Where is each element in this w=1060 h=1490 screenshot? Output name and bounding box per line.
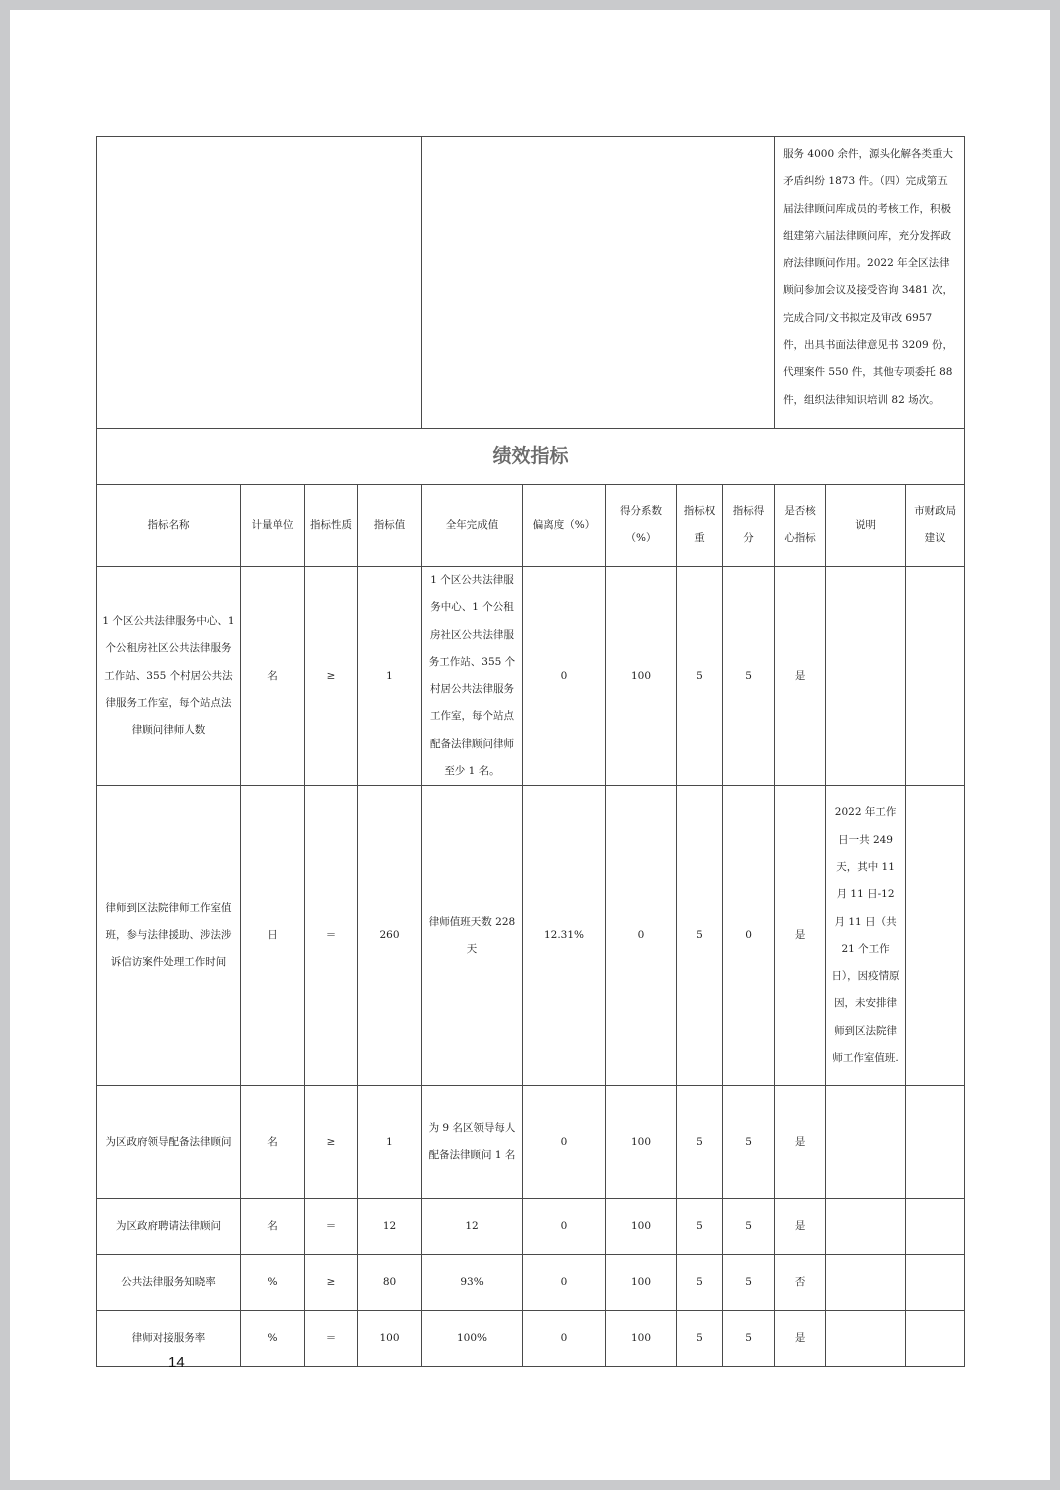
table-row (97, 1255, 965, 1311)
cell-score: 0 (723, 786, 775, 1086)
cell-coefficient: 100 (606, 1199, 677, 1255)
cell-target: 1 (358, 1086, 422, 1199)
header-unit: 计量单位 (241, 484, 305, 566)
cell-name: 为区政府聘请法律顾问 (97, 1199, 241, 1255)
header-coefficient: 得分系数（%） (606, 484, 677, 566)
cell-deviation: 0 (523, 1311, 606, 1367)
header-finance: 市财政局建议 (906, 484, 965, 566)
cell-nature: ＝ (305, 786, 358, 1086)
cell-unit: 名 (241, 1086, 305, 1199)
cell-actual: 1 个区公共法律服务中心、1 个公租房社区公共法律服务工作站、355 个村居公共法律服务工作室，每个站点配备法律顾问律师至少 1 名。 (422, 566, 523, 785)
cell-core: 否 (775, 1255, 826, 1311)
cell-weight: 5 (677, 1311, 723, 1367)
cell-actual: 100% (422, 1311, 523, 1367)
header-target: 指标值 (358, 484, 422, 566)
header-row (97, 484, 965, 566)
cell-actual: 为 9 名区领导每人配备法律顾问 1 名 (422, 1086, 523, 1199)
cell-finance (906, 1255, 965, 1311)
cell-weight: 5 (677, 1086, 723, 1199)
header-score: 指标得分 (723, 484, 775, 566)
section-title-row (97, 428, 965, 484)
document-page (10, 10, 1050, 1480)
cell-unit: 日 (241, 786, 305, 1086)
cell-score: 5 (723, 1086, 775, 1199)
cell-core: 是 (775, 786, 826, 1086)
cell-name: 律师到区法院律师工作室值班，参与法律援助、涉法涉诉信访案件处理工作时间 (97, 786, 241, 1086)
cell-score: 5 (723, 566, 775, 785)
cell-note (826, 1311, 906, 1367)
cell-core: 是 (775, 1199, 826, 1255)
table-row (97, 1086, 965, 1199)
cell-coefficient: 0 (606, 786, 677, 1086)
cell-nature: ＝ (305, 1199, 358, 1255)
cell-score: 5 (723, 1255, 775, 1311)
cell-coefficient: 100 (606, 1086, 677, 1199)
cell-weight: 5 (677, 1199, 723, 1255)
table-row (97, 566, 965, 785)
cell-score: 5 (723, 1311, 775, 1367)
performance-table (96, 136, 965, 1367)
cell-name: 律师对接服务率 (97, 1311, 241, 1367)
header-nature: 指标性质 (305, 484, 358, 566)
cell-nature: ＝ (305, 1311, 358, 1367)
cell-coefficient: 100 (606, 1255, 677, 1311)
cell-name: 为区政府领导配备法律顾问 (97, 1086, 241, 1199)
cell-weight: 5 (677, 786, 723, 1086)
table-row (97, 786, 965, 1086)
table-row (97, 1311, 965, 1367)
cell-name: 1 个区公共法律服务中心、1 个公租房社区公共法律服务工作站、355 个村居公共法律服务工作室，每个站点法律顾问律师人数 (97, 566, 241, 785)
cell-score: 5 (723, 1199, 775, 1255)
page-number: 14 (168, 1354, 185, 1371)
cell-finance (906, 1311, 965, 1367)
cell-weight: 5 (677, 566, 723, 785)
cell-finance (906, 786, 965, 1086)
empty-cell (97, 137, 422, 429)
cell-actual: 12 (422, 1199, 523, 1255)
cell-target: 80 (358, 1255, 422, 1311)
cell-target: 260 (358, 786, 422, 1086)
cell-unit: 名 (241, 1199, 305, 1255)
cell-core: 是 (775, 1311, 826, 1367)
header-core: 是否核心指标 (775, 484, 826, 566)
cell-core: 是 (775, 1086, 826, 1199)
cell-note (826, 566, 906, 785)
cell-note: 2022 年工作日一共 249 天，其中 11 月 11 日-12 月 11 日（共 21 个工作日），因疫情原因，未安排律师到区法院律师工作室值班. (826, 786, 906, 1086)
table-row (97, 1199, 965, 1255)
cell-target: 12 (358, 1199, 422, 1255)
cell-coefficient: 100 (606, 1311, 677, 1367)
header-note: 说明 (826, 484, 906, 566)
cell-deviation: 0 (523, 566, 606, 785)
cell-deviation: 0 (523, 1086, 606, 1199)
cell-deviation: 0 (523, 1255, 606, 1311)
section-title: 绩效指标 (97, 428, 965, 484)
cell-weight: 5 (677, 1255, 723, 1311)
cell-nature: ≥ (305, 566, 358, 785)
cell-target: 1 (358, 566, 422, 785)
empty-cell (422, 137, 775, 429)
cell-note (826, 1255, 906, 1311)
cell-unit: % (241, 1311, 305, 1367)
narrative-cell: 服务 4000 余件，源头化解各类重大矛盾纠纷 1873 件。（四）完成第五届法律顾问库成员的考核工作，积极组建第六届法律顾问库，充分发挥政府法律顾问作用。2022 年全区法律顾问参加会议及接受咨询 3481 次，完成合同/文书拟定及审改 6957 件，出具书面法律意见书 3209 份，代理案件 550 件，其他专项委托 88 件，组织法律知识培训 82 场次。 (775, 137, 965, 429)
cell-name: 公共法律服务知晓率 (97, 1255, 241, 1311)
cell-deviation: 0 (523, 1199, 606, 1255)
cell-target: 100 (358, 1311, 422, 1367)
cell-nature: ≥ (305, 1086, 358, 1199)
cell-note (826, 1199, 906, 1255)
cell-unit: 名 (241, 566, 305, 785)
cell-finance (906, 1199, 965, 1255)
narrative-row (97, 137, 965, 429)
cell-finance (906, 566, 965, 785)
cell-note (826, 1086, 906, 1199)
header-deviation: 偏离度（%） (523, 484, 606, 566)
header-name: 指标名称 (97, 484, 241, 566)
cell-deviation: 12.31% (523, 786, 606, 1086)
header-actual: 全年完成值 (422, 484, 523, 566)
cell-actual: 律师值班天数 228 天 (422, 786, 523, 1086)
header-weight: 指标权重 (677, 484, 723, 566)
cell-coefficient: 100 (606, 566, 677, 785)
cell-finance (906, 1086, 965, 1199)
cell-actual: 93% (422, 1255, 523, 1311)
cell-core: 是 (775, 566, 826, 785)
cell-nature: ≥ (305, 1255, 358, 1311)
cell-unit: % (241, 1255, 305, 1311)
